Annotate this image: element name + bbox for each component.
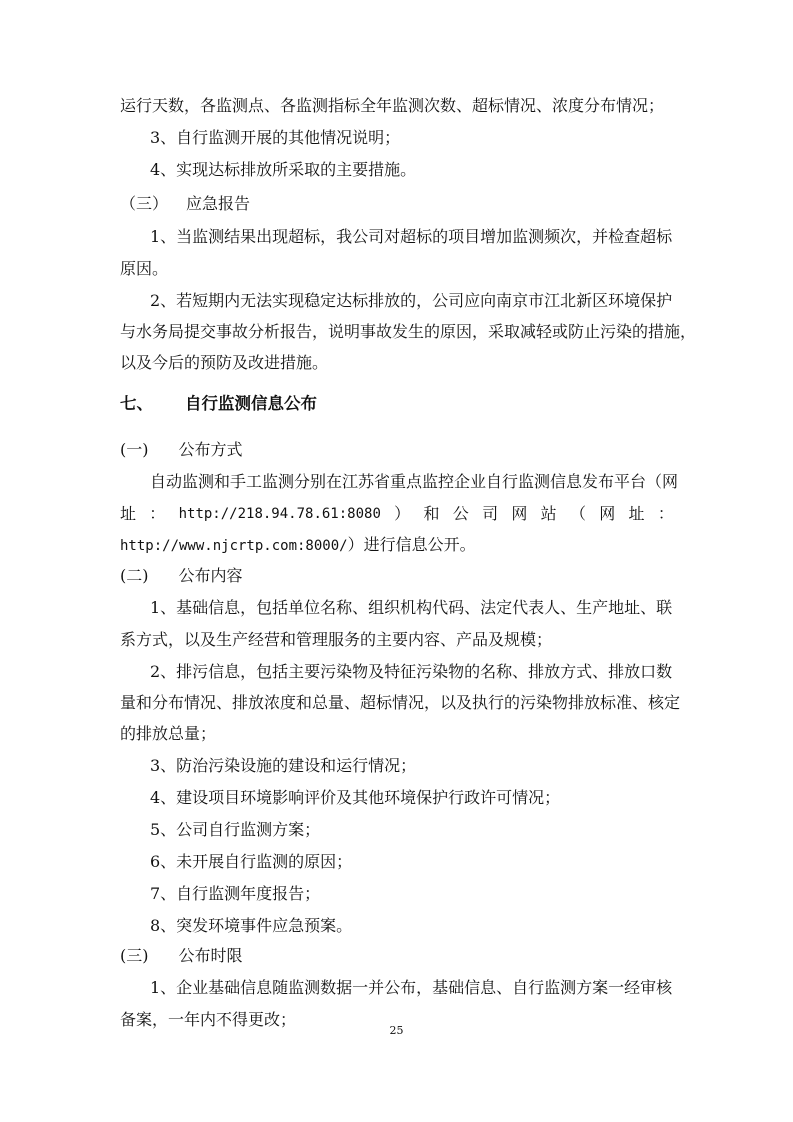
text-fragment: 址 [628, 504, 645, 523]
paragraph-line: 备案，一年内不得更改； [120, 1010, 297, 1029]
text-fragment: 址 [120, 504, 137, 523]
text-fragment: （ [569, 504, 586, 523]
list-item: 3、自行监测开展的其他情况说明； [150, 128, 401, 147]
list-item: 5、公司自行监测方案； [150, 820, 321, 839]
paragraph-line: 与水务局提交事故分析报告，说明事故发生的原因，采取减轻或防止污染的措施， [120, 322, 697, 341]
section-number: (二) [120, 566, 149, 585]
chapter-title: 自行监测信息公布 [185, 394, 317, 413]
text-fragment: ）进行信息公开。 [347, 535, 476, 554]
list-item: 2、排污信息，包括主要污染物及特征污染物的名称、排放方式、排放口数 [150, 662, 673, 681]
section-heading [120, 566, 243, 586]
list-item: 1、当监测结果出现超标，我公司对超标的项目增加监测频次，并检查超标 [150, 227, 673, 246]
text-fragment: 和 [423, 504, 440, 523]
paragraph-line: 以及今后的预防及改进措施。 [120, 353, 329, 372]
text-fragment: 网 [599, 504, 616, 523]
section-number: （三） [120, 194, 169, 213]
paragraph-line [120, 535, 476, 556]
text-fragment: 公 [452, 504, 469, 523]
section-title: 公布时限 [178, 946, 243, 965]
section-title: 公布方式 [178, 440, 243, 459]
section-heading [120, 194, 250, 214]
section-number: (三) [120, 946, 149, 965]
paragraph-line: 自动监测和手工监测分别在江苏省重点监控企业自行监测信息发布平台（网 [150, 472, 679, 491]
page-number: 25 [389, 1024, 404, 1037]
section-heading [120, 946, 243, 966]
list-item: 4、实现达标排放所采取的主要措施。 [150, 160, 417, 179]
section-title: 应急报告 [186, 194, 251, 213]
list-item: 1、基础信息，包括单位名称、组织机构代码、法定代表人、生产地址、联 [150, 598, 673, 617]
company-website-url: http://www.njcrtp.com:8000/ [120, 538, 348, 554]
text-fragment: ： [657, 504, 674, 523]
paragraph-line: 量和分布情况、排放浓度和总量、超标情况，以及执行的污染物排放标准、核定 [120, 693, 681, 712]
list-item: 7、自行监测年度报告； [150, 884, 321, 903]
paragraph-line: 原因。 [120, 259, 169, 278]
platform-url: http://218.94.78.61:8080 [178, 506, 381, 522]
text-fragment: ） [394, 504, 411, 523]
paragraph-line: 运行天数，各监测点、各监测指标全年监测次数、超标情况、浓度分布情况； [120, 96, 665, 115]
text-fragment: ： [149, 504, 166, 523]
text-fragment: 司 [482, 504, 499, 523]
section-title: 公布内容 [178, 566, 243, 585]
justified-line [120, 504, 674, 524]
paragraph-line: 的排放总量； [120, 724, 217, 743]
paragraph-line: 系方式，以及生产经营和管理服务的主要内容、产品及规模； [120, 630, 553, 649]
text-fragment: 网 [511, 504, 528, 523]
chapter-number: 七、 [120, 394, 153, 413]
chapter-heading [120, 394, 317, 414]
list-item: 2、若短期内无法实现稳定达标排放的，公司应向南京市江北新区环境保护 [150, 291, 673, 310]
section-heading [120, 440, 243, 460]
list-item: 1、企业基础信息随监测数据一并公布，基础信息、自行监测方案一经审核 [150, 978, 673, 997]
list-item: 8、突发环境事件应急预案。 [150, 916, 353, 935]
list-item: 4、建设项目环境影响评价及其他环境保护行政许可情况； [150, 788, 561, 807]
list-item: 6、未开展自行监测的原因； [150, 852, 353, 871]
list-item: 3、防治污染设施的建设和运行情况； [150, 756, 417, 775]
section-number: (一) [120, 440, 149, 459]
text-fragment: 站 [540, 504, 557, 523]
